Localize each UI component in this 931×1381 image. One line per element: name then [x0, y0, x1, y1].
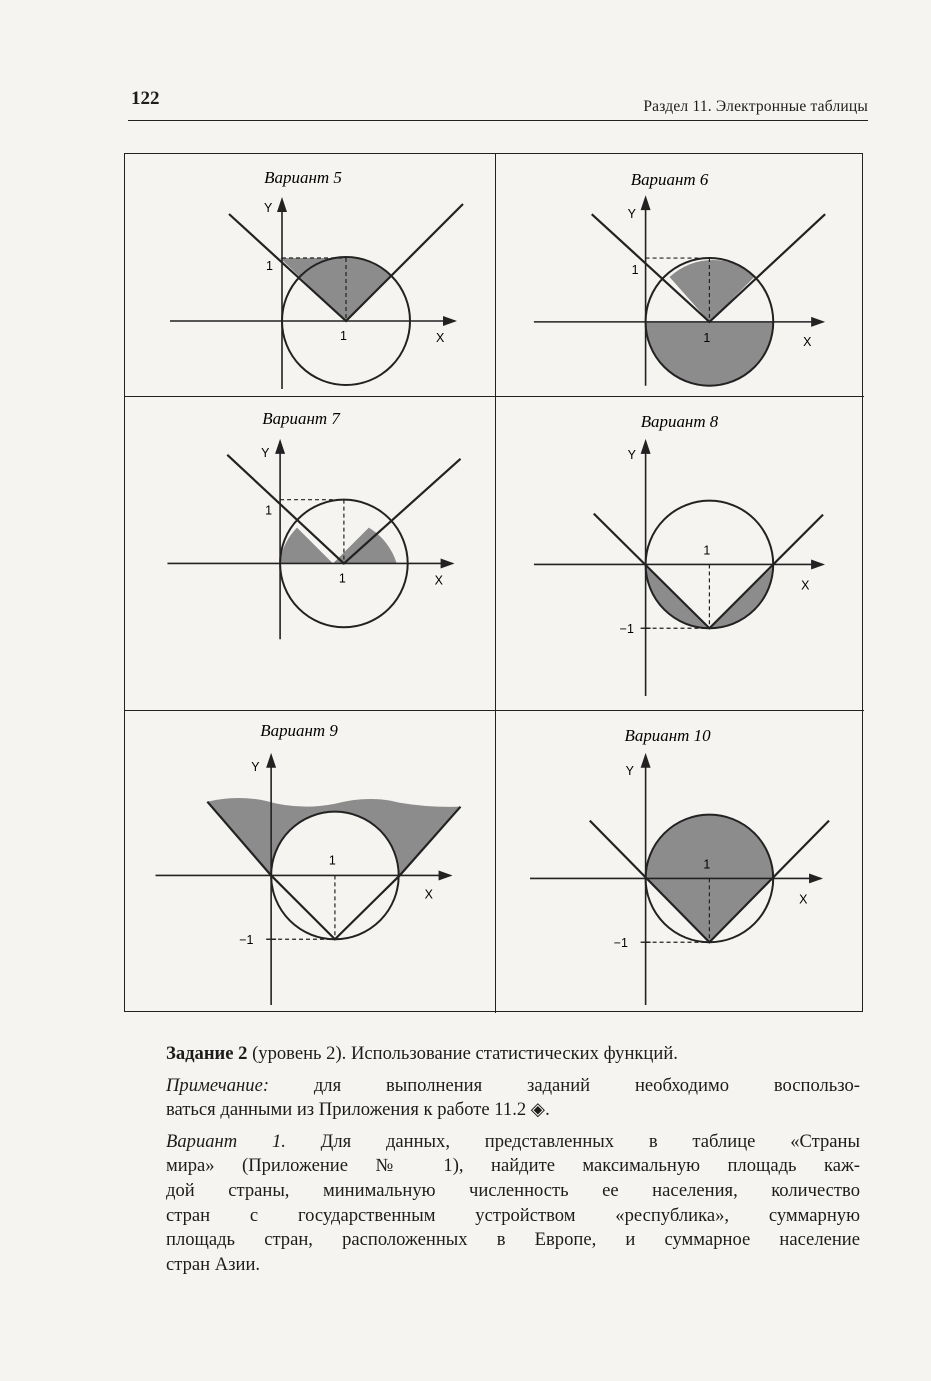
variant-8-y-arrow — [641, 439, 651, 454]
variant-1-line-6: стран Азии. — [166, 1253, 261, 1275]
variant-10-y-arrow — [641, 753, 651, 768]
variant-8-cell — [495, 396, 864, 710]
variant-5-tick-x: 1 — [340, 329, 347, 343]
variant-6-y-label: Y — [627, 207, 636, 222]
variant-5-title: Вариант 5 — [264, 168, 342, 187]
variant-8-x-label: X — [801, 578, 810, 593]
variant-1-line-1 — [166, 1130, 860, 1155]
variant-10-title: Вариант 10 — [624, 725, 711, 745]
variant-9-cell — [125, 710, 495, 1013]
variant-7-y-arrow — [275, 439, 285, 454]
header-rule — [128, 120, 868, 121]
variant-5-tick-y: 1 — [266, 259, 273, 273]
variant-6-x-arrow — [811, 317, 825, 327]
variant-1-label: Вариант 1. — [166, 1130, 286, 1152]
task-note-line-2: ваться данными из Приложения к работе 11.2 ◈. — [166, 1099, 550, 1121]
variant-1-line-2: мира» (Приложение № 1), найдите максимальную площадь каж- — [166, 1155, 860, 1177]
variant-7-tick-y: 1 — [265, 503, 273, 518]
variant-1-line-5: площадь стран, расположенных в Европе, и суммарное население — [166, 1229, 860, 1251]
variant-1-text-1: Для данных, представленных в таблице «Страны — [285, 1130, 860, 1152]
task-note-label: Примечание: — [166, 1074, 270, 1096]
variant-9-tick-y: −1 — [239, 933, 254, 948]
task-heading — [166, 1042, 860, 1067]
variant-10-tick-x: 1 — [703, 857, 711, 872]
variant-8-title: Вариант 8 — [640, 411, 719, 431]
variants-figure-grid — [124, 153, 863, 1012]
task-heading-rest: (уровень 2). Использование статистических функций. — [247, 1043, 678, 1064]
variant-10-graph — [496, 711, 864, 1013]
variant-1-line-4: стран с государственным устройством «республика», суммарную — [166, 1204, 860, 1226]
page-number: 122 — [131, 88, 160, 109]
task-variant-1 — [166, 1130, 860, 1278]
variant-6-x-label: X — [803, 334, 812, 349]
variant-8-tick-x: 1 — [703, 543, 711, 558]
task-heading-bold: Задание 2 — [166, 1043, 248, 1064]
variant-5-y-label: Y — [264, 201, 273, 215]
variant-9-graph — [125, 711, 495, 1013]
variant-5-x-label: X — [436, 331, 445, 345]
variant-7-title: Вариант 7 — [262, 408, 340, 428]
variant-5-cell — [125, 154, 495, 396]
task-note-text-1: для выполнения заданий необходимо воспользо- — [269, 1074, 860, 1096]
variant-6-tick-y: 1 — [631, 263, 639, 278]
variant-6-y-arrow — [641, 195, 651, 210]
variant-6-tick-x: 1 — [703, 330, 711, 345]
variant-10-y-label: Y — [625, 763, 634, 778]
variant-7-y-label: Y — [261, 445, 270, 460]
variant-7-x-arrow — [441, 558, 455, 568]
variant-8-x-arrow — [811, 559, 825, 569]
variant-8-y-label: Y — [627, 447, 636, 462]
variant-9-tick-x: 1 — [328, 853, 336, 868]
variant-5-y-arrow — [277, 197, 287, 212]
variant-5-graph — [125, 154, 495, 396]
variant-7-x-label: X — [434, 573, 443, 588]
variant-10-x-label: X — [799, 892, 808, 907]
variant-6-graph — [496, 154, 864, 396]
variant-6-title: Вариант 6 — [630, 170, 709, 190]
variant-5-x-arrow — [443, 316, 457, 326]
variant-10-x-arrow — [809, 873, 823, 883]
variant-7-tick-x: 1 — [338, 571, 346, 586]
variant-7-graph — [125, 397, 495, 710]
variant-9-y-label: Y — [251, 759, 260, 774]
running-head: Раздел 11. Электронные таблицы — [643, 98, 868, 115]
variant-10-cell — [495, 710, 864, 1013]
task-note — [166, 1074, 860, 1123]
variant-1-line-3: дой страны, минимальную численность ее населения, количество — [166, 1179, 860, 1201]
variant-8-v-graph — [594, 514, 823, 629]
variant-9-title: Вариант 9 — [260, 720, 338, 740]
variant-8-tick-y: −1 — [619, 622, 634, 637]
task-text — [166, 1042, 860, 1284]
variant-7-cell — [125, 396, 495, 710]
variant-9-y-arrow — [266, 753, 276, 768]
variant-9-x-arrow — [439, 870, 453, 880]
task-note-line-1 — [166, 1074, 860, 1099]
variant-8-graph — [496, 397, 864, 710]
variant-6-cell — [495, 154, 864, 396]
variant-10-tick-y: −1 — [613, 936, 628, 951]
variant-9-x-label: X — [424, 887, 433, 902]
